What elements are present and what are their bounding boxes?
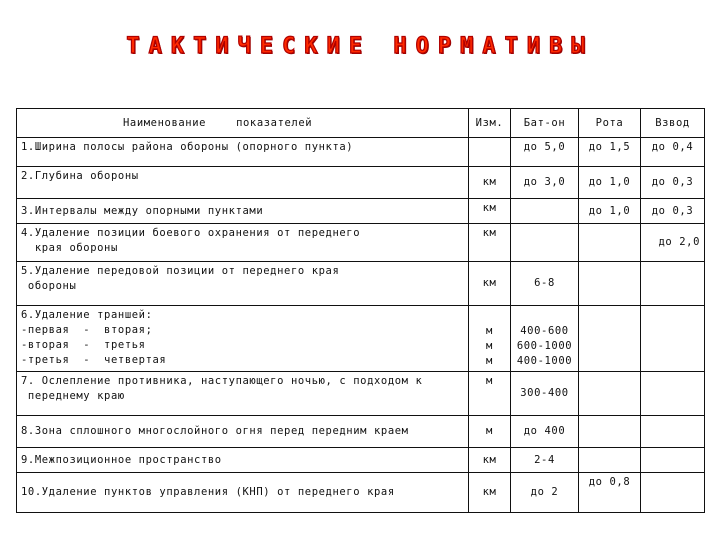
row-company [579,306,641,372]
row-text: 4.Удаление позиции боевого охранения от переднего края обороны [17,224,469,262]
row-platoon [641,416,705,448]
row-unit: км [469,262,511,306]
table-header-row [17,109,705,138]
row-company: до 1,5 [579,138,641,167]
header-company: Рота [579,109,641,138]
row-company [579,262,641,306]
row-platoon [641,306,705,372]
table-row [17,167,705,199]
row-battalion: до 5,0 [511,138,579,167]
table-row [17,416,705,448]
row-company: до 0,8 [579,473,641,513]
row-platoon: до 0,3 [641,167,705,199]
row-battalion: до 2 [511,473,579,513]
row-battalion [511,199,579,224]
header-platoon: Взвод [641,109,705,138]
row-text: 7. Ослепление противника, наступающего ночью, с подходом к переднему краю [17,372,469,416]
row-company: до 1,0 [579,199,641,224]
row-unit [469,138,511,167]
page-title: ТАКТИЧЕСКИЕ НОРМАТИВЫ [126,34,594,59]
row-text: 2.Глубина обороны [17,167,469,199]
row-platoon [641,473,705,513]
row-unit: м м м [469,306,511,372]
tactical-norms-table [16,108,705,513]
table-row [17,372,705,416]
row-platoon: до 0,4 [641,138,705,167]
table-row [17,448,705,473]
row-unit: км [469,224,511,262]
row-platoon: до 2,0 [641,224,705,262]
row-unit: м [469,416,511,448]
row-battalion: 6-8 [511,262,579,306]
row-unit: км [469,167,511,199]
row-company: до 1,0 [579,167,641,199]
header-name-cell [17,109,469,138]
row-unit: км [469,199,511,224]
header-battalion: Бат-он [511,109,579,138]
row-text: 9.Межпозиционное пространство [17,448,469,473]
row-battalion [511,224,579,262]
row-unit: км [469,448,511,473]
row-text: 8.Зона сплошного многослойного огня перед передним краем [17,416,469,448]
header-name-a: Наименование [123,116,207,129]
row-company [579,224,641,262]
row-company [579,448,641,473]
row-battalion: до 400 [511,416,579,448]
table-row [17,199,705,224]
row-company [579,416,641,448]
table-row [17,473,705,513]
row-platoon: до 0,3 [641,199,705,224]
table-row [17,138,705,167]
row-text: 1.Ширина полосы района обороны (опорного пункта) [17,138,469,167]
row-battalion: 300-400 [511,372,579,416]
row-company [579,372,641,416]
row-battalion: 400-600 600-1000 400-1000 [511,306,579,372]
row-platoon [641,448,705,473]
row-platoon [641,372,705,416]
table-row [17,262,705,306]
row-unit: км [469,473,511,513]
row-text: 3.Интервалы между опорными пунктами [17,199,469,224]
row-battalion: до 3,0 [511,167,579,199]
table-row [17,306,705,372]
row-unit: м [469,372,511,416]
table-row [17,224,705,262]
row-text: 5.Удаление передовой позиции от переднего края обороны [17,262,469,306]
row-platoon [641,262,705,306]
header-unit: Изм. [469,109,511,138]
row-text: 6.Удаление траншей: -первая - вторая; -вторая - третья -третья - четвертая [17,306,469,372]
header-name-b: показателей [236,116,313,129]
row-text: 10.Удаление пунктов управления (КНП) от переднего края [17,473,469,513]
row-battalion: 2-4 [511,448,579,473]
